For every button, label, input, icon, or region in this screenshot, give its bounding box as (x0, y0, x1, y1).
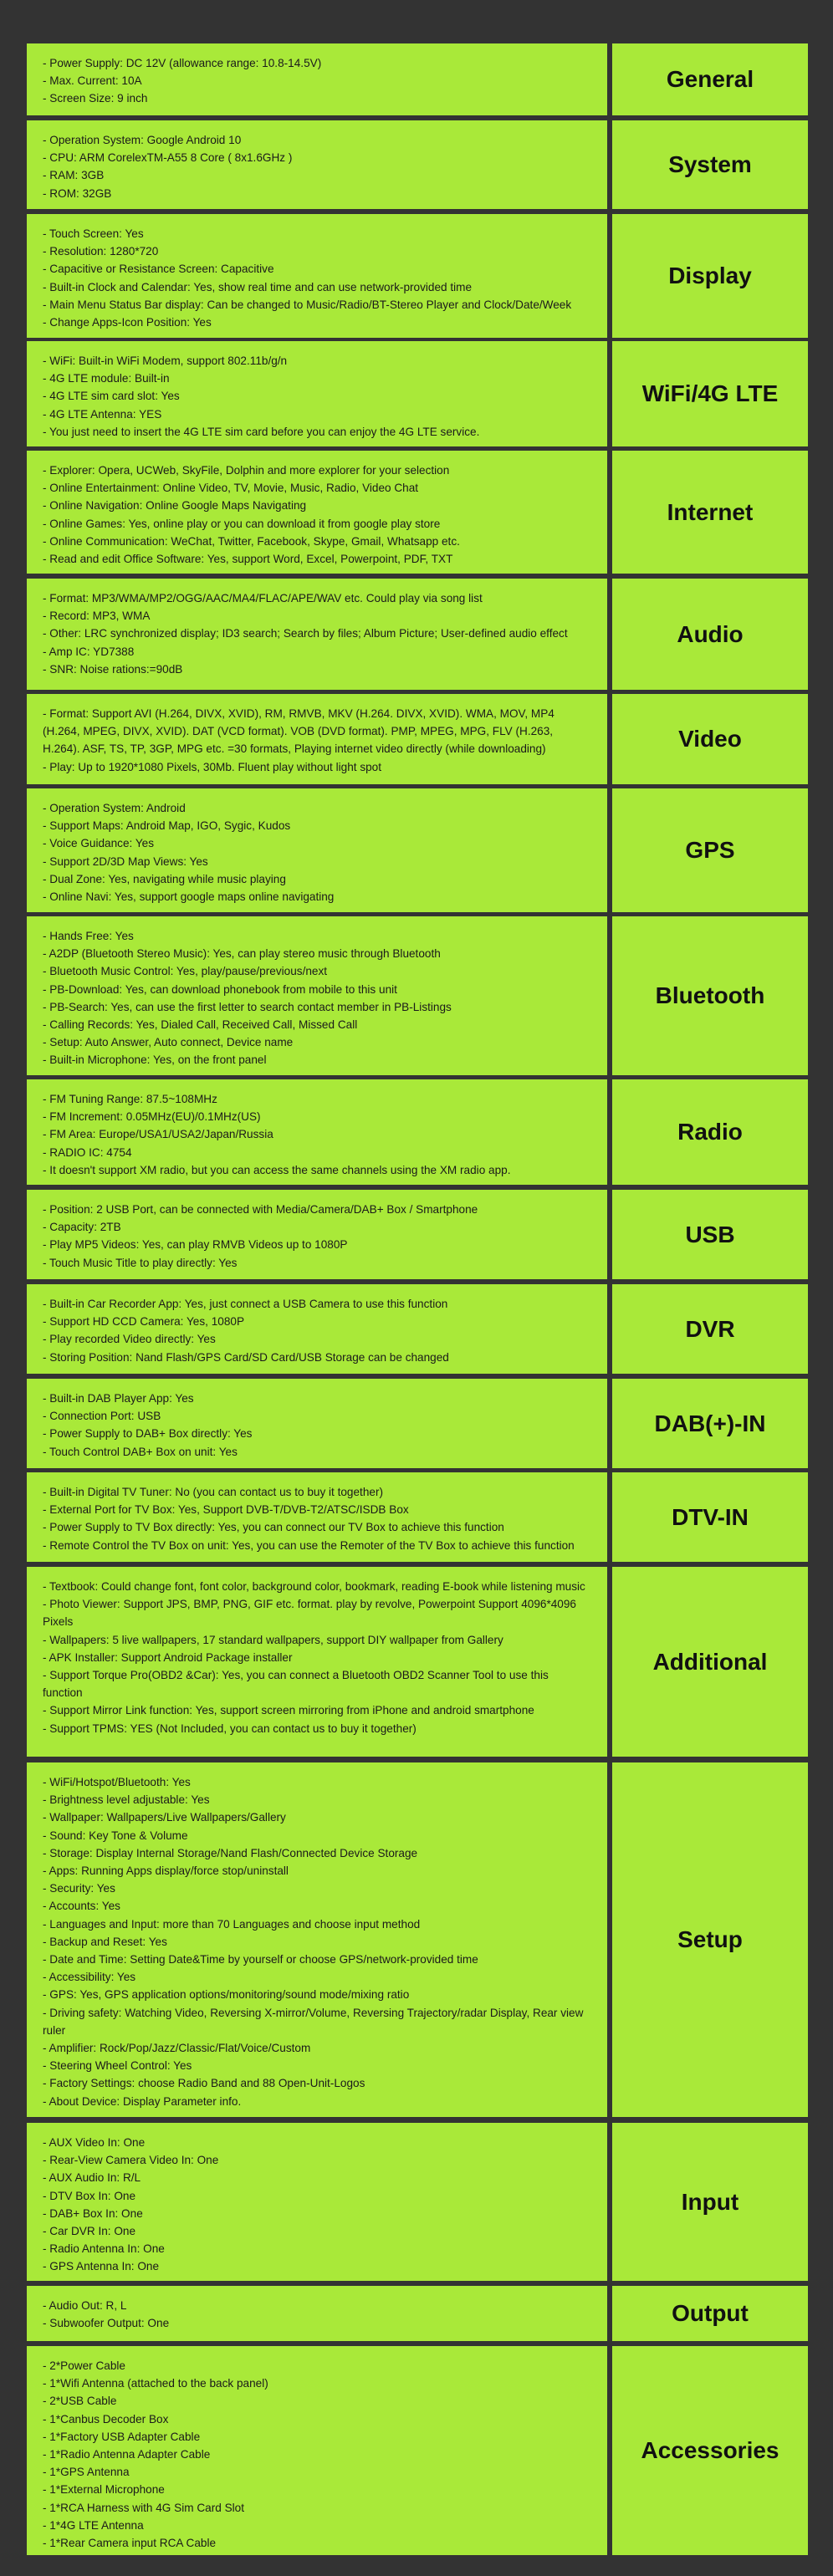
spec-line: - Steering Wheel Control: Yes (43, 2059, 192, 2073)
spec-line: - Remote Control the TV Box on unit: Yes, you can use the Remoter of the TV Box to achieve this function (43, 1538, 575, 1552)
spec-line: - External Port for TV Box: Yes, Support DVB-T/DVB-T2/ATSC/ISDB Box (43, 1503, 409, 1517)
spec-line: - Subwoofer Output: One (43, 2317, 170, 2330)
spec-line: - PB-Download: Yes, can download phonebook from mobile to this unit (43, 982, 397, 996)
spec-line: - RAM: 3GB (43, 169, 105, 182)
spec-line: - CPU: ARM CorelexTM-A55 8 Core ( 8x1.6GHz ) (43, 151, 293, 165)
spec-line: - WiFi: Built-in WiFi Modem, support 802.11b/g/n (43, 355, 288, 367)
spec-line: - Capacity: 2TB (43, 1221, 121, 1234)
spec-line: - Online Navi: Yes, support google maps online navigating (43, 890, 335, 904)
spec-line: - Rear-View Camera Video In: One (43, 2154, 219, 2167)
spec-line: - Wallpapers: 5 live wallpapers, 17 standard wallpapers, support DIY wallpaper from Gallery (43, 1633, 503, 1646)
category-label: Setup (612, 1762, 808, 2117)
spec-line: - Record: MP3, WMA (43, 610, 151, 623)
spec-row-dtv-in (27, 1472, 808, 1562)
spec-line: - Date and Time: Setting Date&Time by yourself or choose GPS/network-provided time (43, 1953, 478, 1966)
spec-line: - PB-Search: Yes, can use the first letter to search contact member in PB-Listings (43, 1000, 452, 1013)
spec-details (27, 451, 607, 574)
spec-line: - Online Entertainment: Online Video, TV, Movie, Music, Radio, Video Chat (43, 482, 419, 495)
spec-line: - Power Supply to TV Box directly: Yes, you can connect our TV Box to achieve this function (43, 1521, 504, 1534)
spec-details (27, 2286, 607, 2341)
spec-line: - GPS Antenna In: One (43, 2260, 160, 2273)
category-label: DVR (612, 1284, 808, 1374)
spec-line: - Driving safety: Watching Video, Reversing X-mirror/Volume, Reversing Trajectory/radar Display, Rear view ruler (43, 2006, 584, 2037)
spec-line: - Power Supply to DAB+ Box directly: Yes (43, 1427, 253, 1441)
spec-line: - 2*Power Cable (43, 2359, 125, 2372)
spec-line: - Connection Port: USB (43, 1410, 161, 1423)
spec-details (27, 916, 607, 1075)
category-label: Audio (612, 579, 808, 690)
spec-line: - Setup: Auto Answer, Auto connect, Device name (43, 1036, 294, 1049)
spec-line: - 1*4G LTE Antenna (43, 2518, 144, 2532)
spec-line: - 1*RCA Harness with 4G Sim Card Slot (43, 2501, 244, 2514)
category-label: Bluetooth (612, 916, 808, 1075)
spec-line: - WiFi/Hotspot/Bluetooth: Yes (43, 1776, 191, 1788)
spec-row-dvr (27, 1284, 808, 1374)
spec-line: - Power Supply: DC 12V (allowance range: 10.8-14.5V) (43, 57, 322, 69)
spec-line: - 1*Wifi Antenna (attached to the back panel) (43, 2377, 268, 2390)
spec-row-general (27, 43, 808, 115)
spec-details (27, 694, 607, 784)
spec-row-bluetooth (27, 916, 808, 1075)
spec-line: - 2*USB Cable (43, 2395, 117, 2408)
spec-line: - Dual Zone: Yes, navigating while music playing (43, 872, 286, 885)
spec-line: - Play recorded Video directly: Yes (43, 1333, 216, 1346)
spec-line: - GPS: Yes, GPS application options/monitoring/sound mode/mixing ratio (43, 1988, 410, 2002)
spec-line: - Format: MP3/WMA/MP2/OGG/AAC/MA4/FLAC/APE/WAV etc. Could play via song list (43, 592, 483, 604)
category-label: Output (612, 2286, 808, 2341)
spec-details (27, 1079, 607, 1185)
spec-row-output (27, 2286, 808, 2341)
spec-row-video (27, 694, 808, 784)
spec-row-usb (27, 1190, 808, 1279)
spec-line: - Built-in DAB Player App: Yes (43, 1392, 194, 1405)
spec-row-audio (27, 579, 808, 690)
spec-line: - Online Communication: WeChat, Twitter, Facebook, Skype, Gmail, Whatsapp etc. (43, 534, 460, 548)
spec-line: - Support Torque Pro(OBD2 &Car): Yes, you can connect a Bluetooth OBD2 Scanner Tool to use this function (43, 1669, 549, 1700)
spec-line: - 1*Rear Camera input RCA Cable (43, 2537, 217, 2550)
spec-line: - Change Apps-Icon Position: Yes (43, 316, 212, 329)
spec-line: - Screen Size: 9 inch (43, 92, 148, 105)
spec-line: - Read and edit Office Software: Yes, support Word, Excel, Powerpoint, PDF, TXT (43, 553, 453, 566)
spec-line: - Other: LRC synchronized display; ID3 search; Search by files; Album Picture; User-defined audio effect (43, 627, 568, 640)
spec-line: - Max. Current: 10A (43, 74, 142, 88)
spec-line: - Resolution: 1280*720 (43, 245, 159, 258)
spec-details (27, 120, 607, 209)
spec-line: - Touch Screen: Yes (43, 227, 144, 240)
category-label: WiFi/4G LTE (612, 341, 808, 446)
spec-details (27, 1284, 607, 1374)
spec-line: - Format: Support AVI (H.264, DIVX, XVID), RM, RMVB, MKV (H.264. DIVX, XVID). WMA, MOV, MP4 (H.264, MPEG, DIVX, XVID). DAT (VCD format). VOB (DVD format). PMP, MPEG, MPG, FLV (H.263, H.264). ASF, TS, TP, 3GP, MPG etc. =30 formats, Playing internet video directly (while downloading) (43, 707, 554, 756)
spec-line: - Position: 2 USB Port, can be connected with Media/Camera/DAB+ Box / Smartphone (43, 1203, 478, 1216)
spec-row-internet (27, 451, 808, 574)
spec-line: - Main Menu Status Bar display: Can be changed to Music/Radio/BT-Stereo Player and Clock/Date/Week (43, 298, 572, 311)
spec-line: - Built-in Microphone: Yes, on the front panel (43, 1053, 267, 1067)
category-label: Internet (612, 451, 808, 574)
spec-row-accessories (27, 2346, 808, 2555)
spec-line: - 1*GPS Antenna (43, 2466, 130, 2479)
spec-details (27, 214, 607, 338)
spec-line: - Capacitive or Resistance Screen: Capacitive (43, 263, 274, 276)
category-label: Input (612, 2123, 808, 2281)
spec-details (27, 1762, 607, 2117)
spec-line: - 1*External Microphone (43, 2483, 165, 2497)
spec-line: - Storage: Display Internal Storage/Nand Flash/Connected Device Storage (43, 1846, 418, 1859)
spec-row-dab-in (27, 1379, 808, 1468)
spec-line: - Amp IC: YD7388 (43, 645, 135, 658)
spec-row-radio (27, 1079, 808, 1185)
spec-line: - Play MP5 Videos: Yes, can play RMVB Videos up to 1080P (43, 1238, 348, 1252)
spec-line: - Amplifier: Rock/Pop/Jazz/Classic/Flat/Voice/Custom (43, 2042, 311, 2055)
spec-line: - Audio Out: R, L (43, 2299, 127, 2312)
spec-details (27, 788, 607, 912)
spec-line: - You just need to insert the 4G LTE sim card before you can enjoy the 4G LTE service. (43, 425, 480, 438)
spec-line: - SNR: Noise rations:=90dB (43, 662, 183, 676)
spec-line: - Storing Position: Nand Flash/GPS Card/SD Card/USB Storage can be changed (43, 1350, 449, 1364)
spec-row-additional (27, 1567, 808, 1757)
spec-details (27, 579, 607, 690)
category-label: GPS (612, 788, 808, 912)
category-label: System (612, 120, 808, 209)
spec-row-system (27, 120, 808, 209)
category-label: USB (612, 1190, 808, 1279)
spec-line: - Wallpaper: Wallpapers/Live Wallpapers/Gallery (43, 1811, 286, 1824)
spec-line: - Accounts: Yes (43, 1900, 120, 1913)
category-label: General (612, 43, 808, 115)
spec-line: - Hands Free: Yes (43, 930, 134, 942)
spec-line: - Support HD CCD Camera: Yes, 1080P (43, 1315, 245, 1329)
category-label: Display (612, 214, 808, 338)
spec-line: - Photo Viewer: Support JPS, BMP, PNG, GIF etc. format. play by revolve, Powerpoint Support 4096*4096 Pixels (43, 1598, 576, 1629)
spec-line: - Brightness level adjustable: Yes (43, 1793, 210, 1807)
spec-line: - Support TPMS: YES (Not Included, you can contact us to buy it together) (43, 1722, 416, 1735)
spec-line: - Support Maps: Android Map, IGO, Sygic, Kudos (43, 819, 291, 833)
spec-line: - Online Navigation: Online Google Maps Navigating (43, 499, 307, 513)
spec-line: - Bluetooth Music Control: Yes, play/pause/previous/next (43, 965, 328, 978)
spec-row-setup (27, 1762, 808, 2117)
spec-details (27, 1379, 607, 1468)
spec-line: - FM Area: Europe/USA1/USA2/Japan/Russia (43, 1128, 273, 1141)
spec-details (27, 1472, 607, 1562)
spec-row-wifi-4g-lte (27, 341, 808, 446)
spec-line: - Textbook: Could change font, font color, background color, bookmark, reading E-book while listening music (43, 1580, 585, 1593)
spec-line: - Online Games: Yes, online play or you can download it from google play store (43, 517, 441, 530)
category-label: DTV-IN (612, 1472, 808, 1562)
spec-line: - Operation System: Android (43, 802, 186, 814)
spec-line: - AUX Audio In: R/L (43, 2171, 141, 2185)
category-label: DAB(+)-IN (612, 1379, 808, 1468)
spec-line: - 1*Radio Antenna Adapter Cable (43, 2448, 211, 2461)
spec-line: - FM Increment: 0.05MHz(EU)/0.1MHz(US) (43, 1110, 261, 1124)
spec-line: - ROM: 32GB (43, 186, 112, 200)
spec-line: - 4G LTE sim card slot: Yes (43, 390, 180, 403)
spec-line: - 1*Canbus Decoder Box (43, 2412, 169, 2426)
spec-line: - Languages and Input: more than 70 Languages and choose input method (43, 1917, 421, 1931)
spec-line: - Built-in Car Recorder App: Yes, just connect a USB Camera to use this function (43, 1298, 448, 1310)
spec-line: - AUX Video In: One (43, 2136, 146, 2149)
spec-line: - Built-in Digital TV Tuner: No (you can contact us to buy it together) (43, 1486, 383, 1498)
spec-line: - Voice Guidance: Yes (43, 837, 155, 850)
category-label: Additional (612, 1567, 808, 1757)
spec-line: - RADIO IC: 4754 (43, 1145, 132, 1159)
spec-line: - Play: Up to 1920*1080 Pixels, 30Mb. Fluent play without light spot (43, 760, 382, 773)
spec-line: - About Device: Display Parameter info. (43, 2094, 242, 2108)
spec-details (27, 43, 607, 115)
spec-line: - Sound: Key Tone & Volume (43, 1829, 188, 1842)
spec-line: - DAB+ Box In: One (43, 2206, 143, 2220)
spec-line: - Explorer: Opera, UCWeb, SkyFile, Dolphin and more explorer for your selection (43, 464, 450, 477)
spec-details (27, 341, 607, 446)
spec-line: - Radio Antenna In: One (43, 2242, 165, 2256)
spec-details (27, 1190, 607, 1279)
spec-line: - APK Installer: Support Android Package installer (43, 1650, 293, 1664)
spec-line: - Touch Control DAB+ Box on unit: Yes (43, 1445, 238, 1458)
spec-line: - A2DP (Bluetooth Stereo Music): Yes, can play stereo music through Bluetooth (43, 947, 441, 961)
spec-line: - 4G LTE module: Built-in (43, 372, 170, 385)
spec-details (27, 2346, 607, 2555)
category-label: Accessories (612, 2346, 808, 2555)
spec-line: - DTV Box In: One (43, 2189, 136, 2202)
spec-line: - Security: Yes (43, 1882, 115, 1895)
spec-line: - Touch Music Title to play directly: Yes (43, 1256, 238, 1269)
spec-line: - Support 2D/3D Map Views: Yes (43, 854, 208, 868)
spec-line: - Operation System: Google Android 10 (43, 134, 242, 146)
spec-line: - 4G LTE Antenna: YES (43, 407, 162, 421)
spec-details (27, 1567, 607, 1757)
spec-line: - Built-in Clock and Calendar: Yes, show real time and can use network-provided time (43, 280, 473, 293)
spec-line: - Car DVR In: One (43, 2225, 136, 2238)
spec-line: - Factory Settings: choose Radio Band and 88 Open-Unit-Logos (43, 2077, 365, 2090)
spec-line: - It doesn't support XM radio, but you can access the same channels using the XM radio app. (43, 1163, 511, 1176)
category-label: Radio (612, 1079, 808, 1185)
spec-line: - FM Tuning Range: 87.5~108MHz (43, 1093, 217, 1105)
spec-line: - 1*Factory USB Adapter Cable (43, 2430, 201, 2443)
spec-line: - Apps: Running Apps display/force stop/uninstall (43, 1864, 289, 1878)
spec-line: - Calling Records: Yes, Dialed Call, Received Call, Missed Call (43, 1018, 358, 1032)
spec-line: - Support Mirror Link function: Yes, support screen mirroring from iPhone and android smartphone (43, 1704, 534, 1717)
spec-line: - Backup and Reset: Yes (43, 1935, 167, 1948)
spec-row-input (27, 2123, 808, 2281)
spec-line: - Accessibility: Yes (43, 1971, 136, 1984)
spec-details (27, 2123, 607, 2281)
spec-row-gps (27, 788, 808, 912)
category-label: Video (612, 694, 808, 784)
spec-row-display (27, 214, 808, 338)
